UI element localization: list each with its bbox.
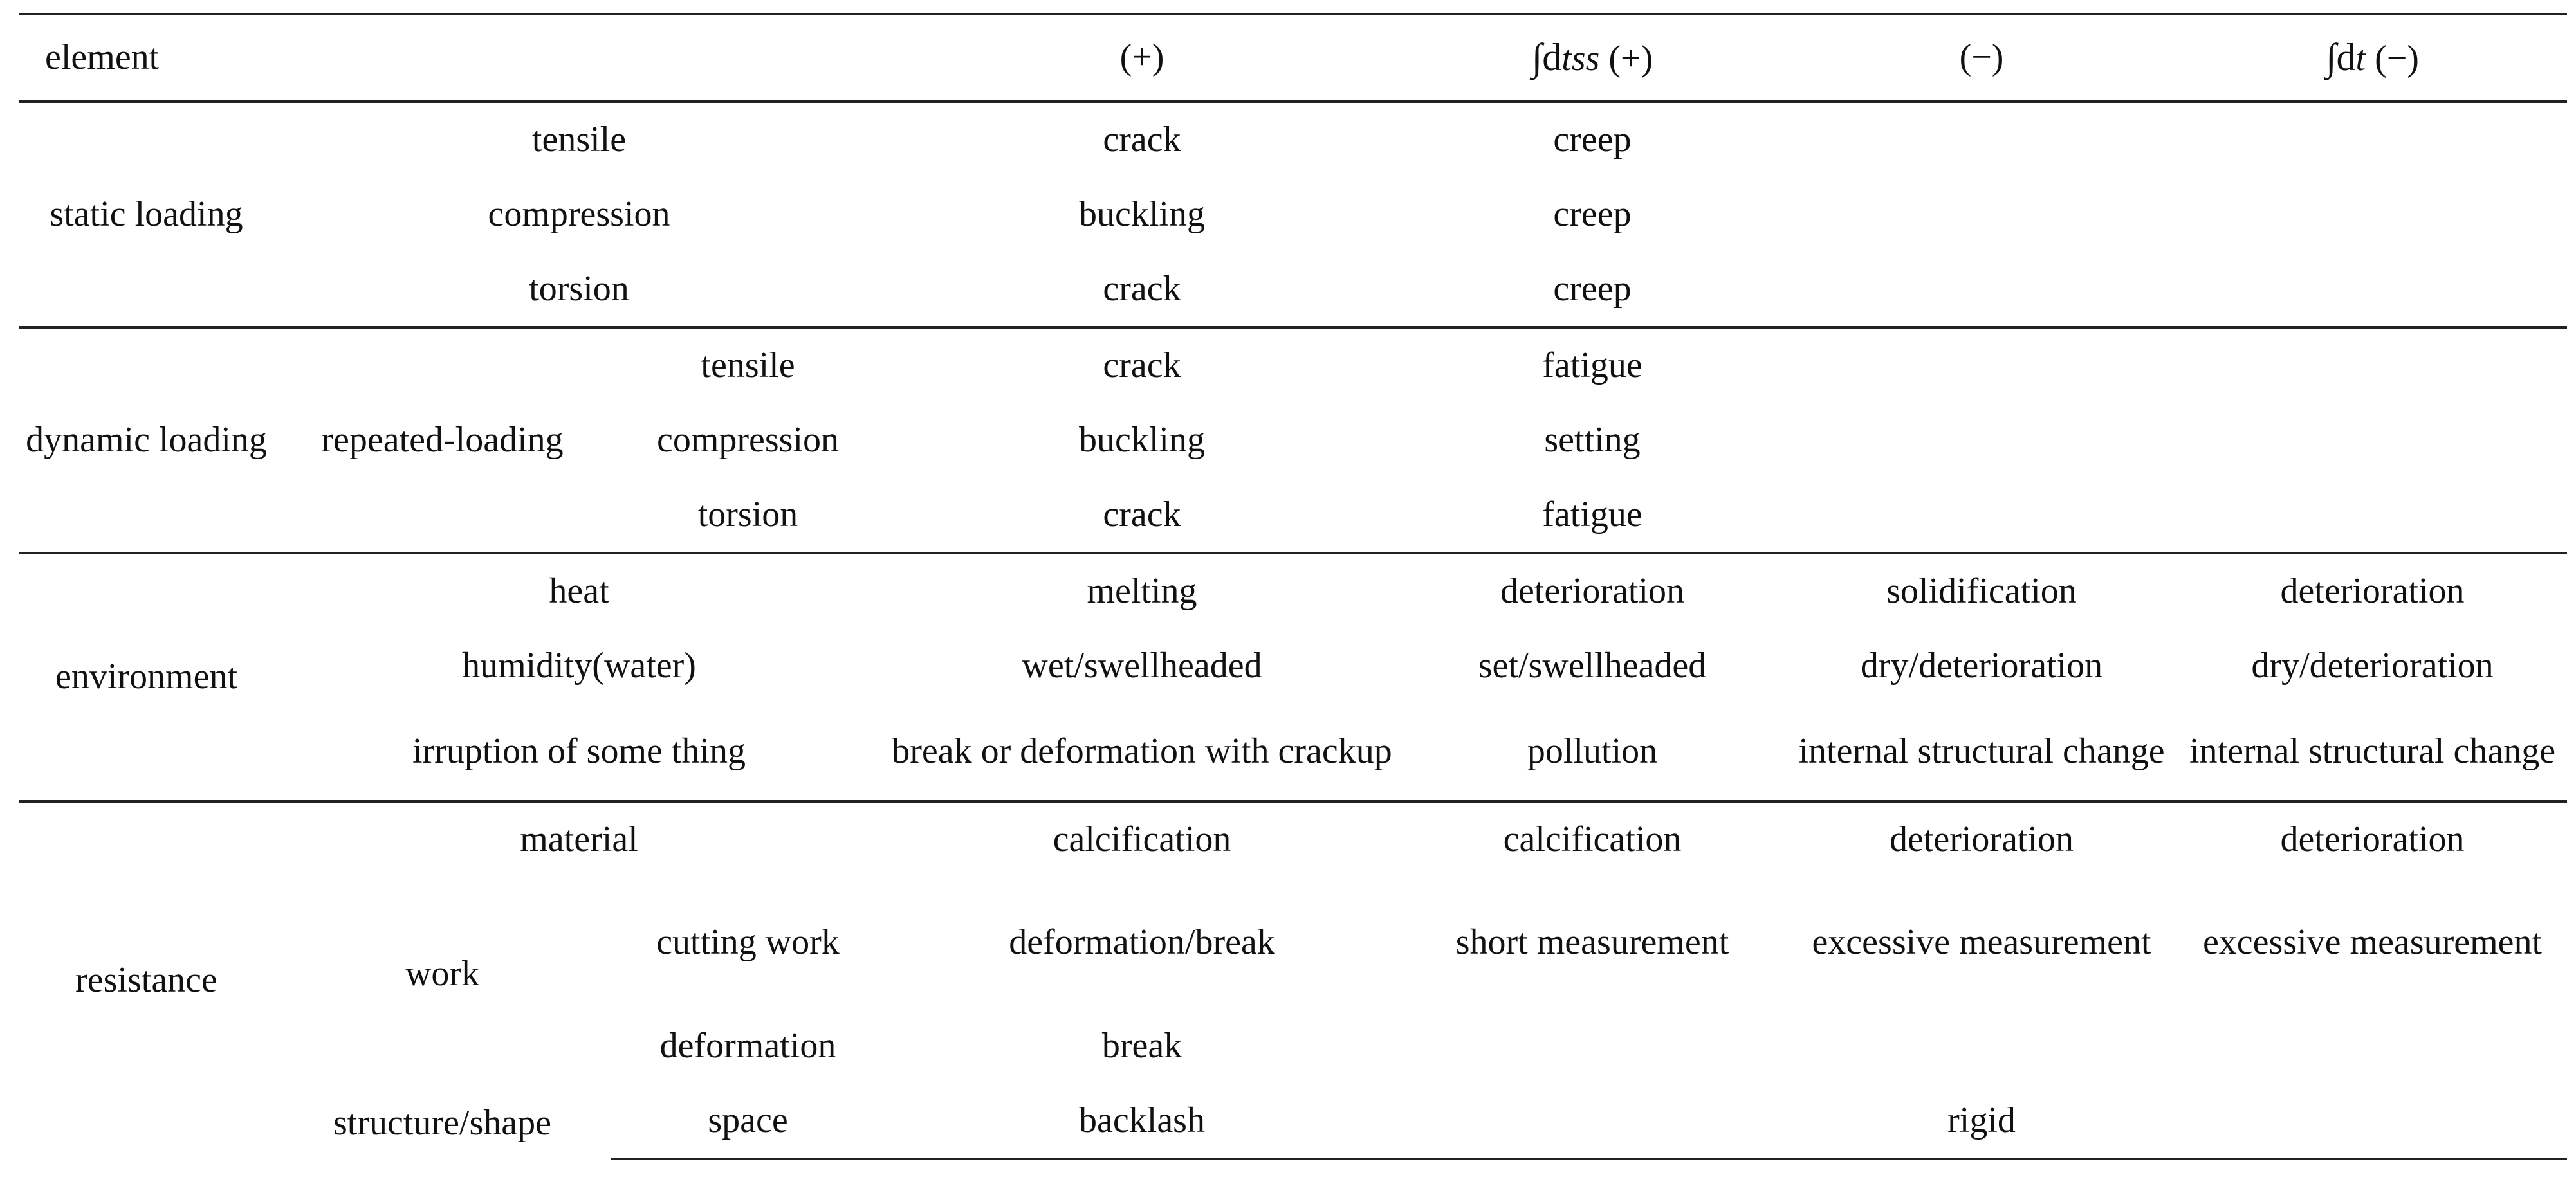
int-plus-cell: fatigue	[1542, 494, 1642, 534]
dynamic-loading-label: dynamic loading	[19, 327, 273, 553]
table-row	[19, 877, 2567, 1008]
integral-dtss-var: tss	[1561, 39, 1600, 79]
plus-cell: deformation/break	[1009, 922, 1275, 962]
int-plus-cell: creep	[1553, 194, 1632, 234]
plus-cell: crack	[1103, 268, 1181, 309]
int-minus-cell	[2178, 403, 2567, 478]
int-plus-cell: calcification	[1399, 801, 1785, 877]
factor-cell: cutting work	[656, 922, 840, 962]
integral-dtss-prefix: ∫d	[1531, 36, 1562, 79]
int-plus-cell: creep	[1399, 102, 1785, 177]
plus-cell: wet/swellheaded	[1022, 645, 1262, 686]
int-minus-cell: dry/deterioration	[2251, 645, 2494, 686]
int-plus-cell: setting	[1544, 419, 1641, 460]
table-row	[19, 801, 2567, 877]
factor-cell: humidity(water)	[462, 645, 696, 686]
plus-cell: break	[1101, 1025, 1182, 1066]
minus-cell	[1785, 478, 2178, 553]
plus-cell: buckling	[1079, 419, 1205, 460]
table-row	[19, 553, 2567, 628]
int-minus-cell: excessive measurement	[2202, 922, 2543, 962]
int-plus-cell: fatigue	[1399, 327, 1785, 403]
factor-cell: space	[611, 1084, 885, 1159]
int-minus-cell: deterioration	[2178, 801, 2567, 877]
load-type-cell: compression	[656, 419, 840, 460]
int-minus-cell	[2178, 1084, 2567, 1159]
work-label: work	[405, 954, 480, 994]
resistance-label: resistance	[19, 801, 273, 1159]
minus-cell: dry/deterioration	[1860, 645, 2103, 686]
int-minus-cell	[2178, 177, 2567, 252]
failure-mode-table	[19, 13, 2567, 1160]
table-container	[19, 13, 2567, 1160]
minus-cell	[1785, 403, 2178, 478]
load-type-cell: torsion	[529, 268, 629, 309]
table-row	[19, 177, 2567, 252]
int-plus-cell: short measurement	[1455, 922, 1729, 962]
factor-cell: heat	[273, 553, 885, 628]
int-plus-cell: creep	[1553, 268, 1632, 309]
integral-dt-var: t	[2355, 39, 2366, 79]
int-minus-cell: deterioration	[2178, 553, 2567, 628]
table-row	[19, 704, 2567, 801]
environment-label: environment	[19, 553, 273, 801]
minus-cell	[1785, 177, 2178, 252]
header-element: element	[19, 14, 885, 102]
load-type-cell: tensile	[273, 102, 885, 177]
header-plus: (+)	[885, 14, 1399, 102]
int-minus-cell	[2178, 1008, 2567, 1084]
plus-cell: break or deformation with crackup	[892, 731, 1392, 772]
int-plus-cell: pollution	[1527, 731, 1658, 772]
header-int-dtss-plus	[1399, 14, 1785, 102]
int-plus-cell: set/swellheaded	[1478, 645, 1707, 686]
table-row	[19, 252, 2567, 327]
int-minus-cell	[2178, 478, 2567, 553]
load-type-cell: compression	[488, 194, 670, 234]
integral-dt-suffix: (−)	[2366, 39, 2419, 79]
factor-cell: material	[273, 801, 885, 877]
minus-cell	[1785, 327, 2178, 403]
minus-cell: rigid	[1785, 1084, 2178, 1159]
int-plus-cell	[1399, 1084, 1785, 1159]
minus-cell	[1785, 102, 2178, 177]
header-row	[19, 14, 2567, 102]
plus-cell: calcification	[885, 801, 1399, 877]
load-type-cell: tensile	[611, 327, 885, 403]
header-int-dt-minus	[2178, 14, 2567, 102]
structure-shape-label: structure/shape	[333, 1103, 551, 1143]
load-type-cell: torsion	[697, 494, 798, 534]
repeated-loading-label: repeated-loading	[273, 327, 611, 553]
minus-cell: excessive measurement	[1812, 922, 2151, 962]
table-row	[19, 102, 2567, 177]
table-row	[19, 327, 2567, 403]
minus-cell: internal structural change	[1798, 731, 2165, 772]
integral-dt-prefix: ∫d	[2326, 36, 2356, 79]
minus-cell	[1785, 1008, 2178, 1084]
int-minus-cell: internal structural change	[2189, 731, 2556, 772]
int-plus-cell: deterioration	[1399, 553, 1785, 628]
factor-cell: deformation	[659, 1025, 836, 1066]
plus-cell: buckling	[1079, 194, 1205, 234]
table-row	[19, 628, 2567, 704]
plus-cell: crack	[885, 327, 1399, 403]
minus-cell	[1785, 252, 2178, 327]
integral-dtss-suffix: (+)	[1599, 39, 1653, 79]
plus-cell: crack	[1103, 494, 1181, 534]
plus-cell: crack	[885, 102, 1399, 177]
int-minus-cell	[2178, 327, 2567, 403]
minus-cell: solidification	[1785, 553, 2178, 628]
plus-cell: backlash	[885, 1084, 1399, 1159]
static-loading-label: static loading	[19, 102, 273, 327]
minus-cell: deterioration	[1785, 801, 2178, 877]
int-minus-cell	[2178, 102, 2567, 177]
plus-cell: melting	[885, 553, 1399, 628]
int-plus-cell	[1399, 1008, 1785, 1084]
int-minus-cell	[2178, 252, 2567, 327]
table-row	[19, 1008, 2567, 1084]
factor-cell: irruption of some thing	[412, 731, 746, 772]
header-minus: (−)	[1785, 14, 2178, 102]
